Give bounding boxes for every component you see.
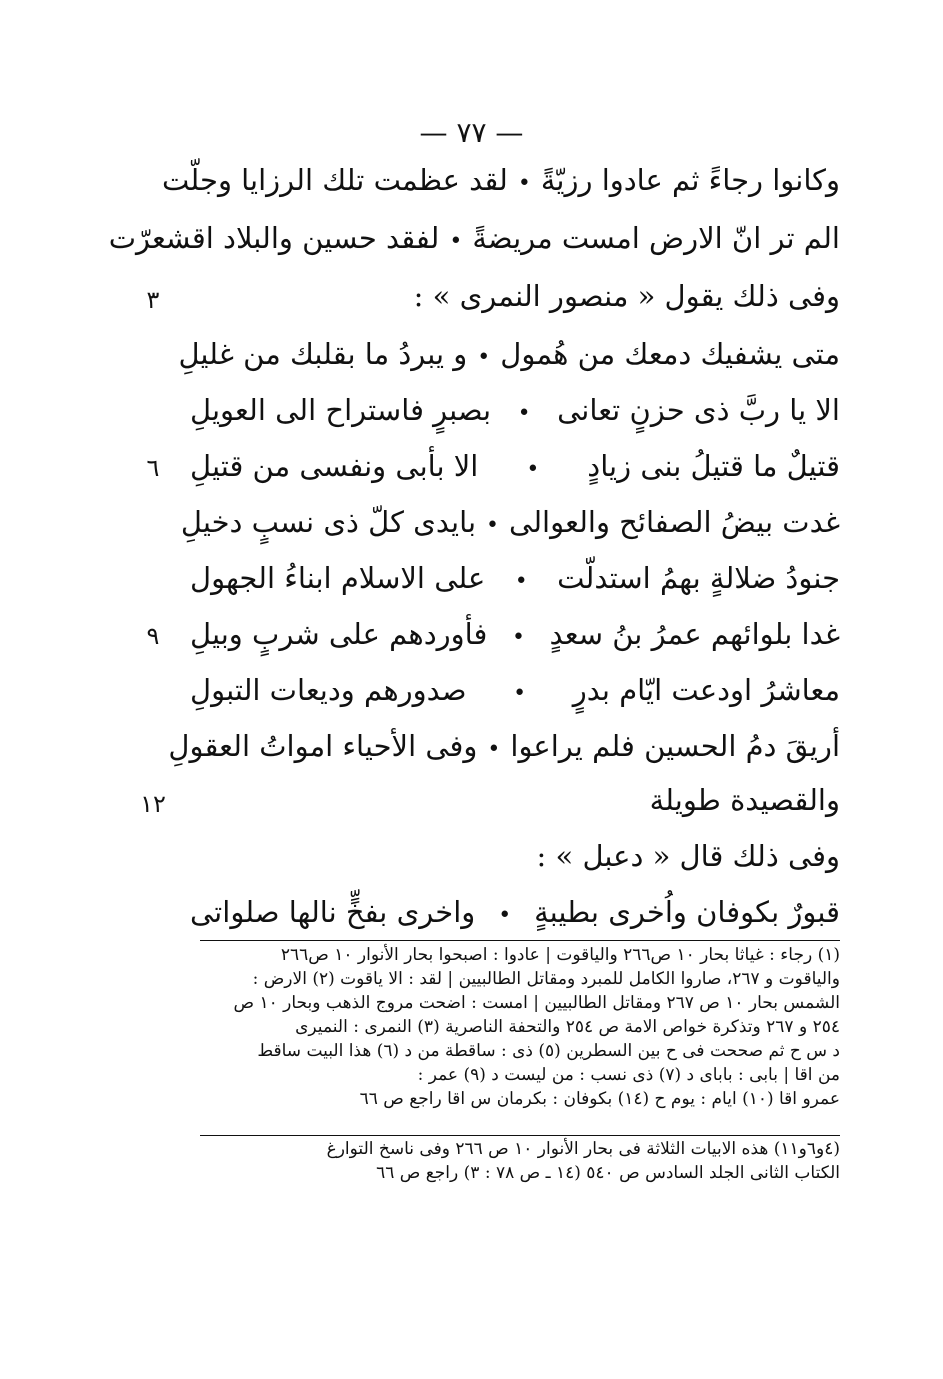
footnote-line: من اقا | بابى : باباى د (٧) ذى نسب : من ليست د (٩) عمر :: [417, 1065, 840, 1085]
verse-second-hemistich: على الاسلام ابناءُ الجهول: [190, 561, 486, 595]
prose-line: والقصيدة طويلة: [649, 783, 840, 817]
verse-separator: •: [498, 903, 512, 928]
margin-line-number: ١٢: [140, 790, 166, 818]
footnote-line: الشمس بحار ١٠ ص ٢٦٧ ومقاتل الطالبيين | امست : اضحت مروج الذهب وبحار ١٠ ص: [233, 993, 840, 1013]
verse-first-hemistich: معاشرُ اودعت ايّام بدرٍ: [572, 673, 840, 707]
verse-line: [190, 670, 840, 714]
footnote-line: والياقوت و ٢٦٧، صاروا الكامل للمبرد ومقاتل الطالبيين | لقد : الا ياقوت (٢) الارض :: [252, 969, 840, 989]
footnote-line: عمرو اقا (١٠) ايام : يوم ح (١٤) بكوفان : بكرمان س اقا راجع ص ٦٦: [359, 1089, 840, 1109]
footnote-line: (٤و٦و١١) هذه الابيات الثلاثة فى بحار الأنوار ١٠ ص ٢٦٦ وفى ناسخ التوارغ: [326, 1139, 840, 1159]
verse-second-hemistich: فأوردهم على شربٍ وبيلِ: [190, 617, 488, 651]
verse-second-hemistich: لفقد حسين والبلاد اقشعرّت: [108, 221, 440, 255]
verse-second-hemistich: واخرى بفخٍّ نالها صلواتى: [190, 895, 476, 929]
verse-first-hemistich: قتيلٌ ما قتيلُ بنى زيادٍ: [587, 449, 840, 483]
verse-first-hemistich: وكانوا رجاءً ثم عادوا رزيّةً: [540, 163, 840, 197]
verse-line: [108, 218, 840, 262]
verse-second-hemistich: الا بأبى ونفسى من قتيلِ: [190, 449, 479, 483]
verse-separator: •: [514, 569, 528, 594]
verse-line: [161, 160, 840, 204]
verse-first-hemistich: متى يشفيك دمعك من هُمول: [500, 337, 840, 371]
verse-second-hemistich: صدورهم وديعات التبولِ: [190, 673, 467, 707]
verse-first-hemistich: جنودُ ضلالةٍ بهمُ استدلّت: [557, 561, 840, 595]
verse-separator: •: [513, 681, 527, 706]
verse-separator: •: [517, 171, 531, 196]
verse-first-hemistich: الا يا ربَّ ذى حزنٍ تعانى: [557, 393, 840, 427]
page-number: — ٧٧ —: [419, 116, 524, 149]
verse-second-hemistich: بصبرٍ فاستراح الى العويلِ: [190, 393, 492, 427]
verse-first-hemistich: أريقَ دمُ الحسين فلم يراعوا: [510, 729, 840, 763]
verse-line: [178, 334, 840, 378]
verse-first-hemistich: غدا بلوائهم عمرُ بنُ سعدٍ: [549, 617, 840, 651]
verse-separator: •: [511, 625, 525, 650]
verse-separator: •: [477, 345, 491, 370]
verse-line: [190, 614, 840, 658]
footnote-line: ٢٥٤ و ٢٦٧ وتذكرة خواص الامة ص ٢٥٤ والتحفة الناصرية (٣) النمرى : النميرى: [295, 1017, 840, 1037]
footnote-line: الكتاب الثانى الجلد السادس ص ٥٤٠ (١٤ ـ ص ٧٨ : ٣) راجع ص ٦٦: [376, 1163, 840, 1183]
verse-line: [190, 558, 840, 602]
verse-separator: •: [449, 229, 463, 254]
prose-line: وفى ذلك قال « دعبل » :: [536, 839, 840, 873]
footnote-line: د س ح ثم صححت فى ح بين السطرين (٥) ذى : ساقطة من د (٦) هذا البيت ساقط: [257, 1041, 840, 1061]
verse-separator: •: [526, 457, 540, 482]
verse-separator: •: [517, 401, 531, 426]
margin-line-number: ٦: [146, 454, 160, 482]
verse-second-hemistich: و يبردُ ما بقلبك من غليلِ: [178, 337, 468, 371]
footnote-separator: [200, 1135, 840, 1136]
footnote-separator: [200, 940, 840, 941]
verse-line: [190, 390, 840, 434]
verse-line: [168, 726, 840, 770]
footnote-line: (١) رجاء : غياثا بحار ١٠ ص٢٦٦ والياقوت | عادوا : اصبحوا بحار الأنوار ١٠ ص٢٦٦: [280, 945, 840, 965]
margin-line-number: ٣: [146, 286, 160, 314]
verse-line: [180, 502, 840, 546]
margin-line-number: ٩: [146, 622, 160, 650]
verse-first-hemistich: قبورٌ بكوفان واُخرى بطيبةٍ: [534, 895, 840, 929]
verse-first-hemistich: الم تر انّ الارض امست مريضةً: [472, 221, 840, 255]
prose-line: وفى ذلك يقول « منصور النمرى » :: [413, 279, 840, 313]
verse-separator: •: [486, 513, 500, 538]
verse-line: [190, 446, 840, 490]
verse-first-hemistich: غدت بيضُ الصفائح والعوالى: [509, 505, 840, 539]
verse-second-hemistich: وفى الأحياء امواتُ العقولِ: [168, 729, 478, 763]
verse-second-hemistich: لقد عظمت تلك الرزايا وجلّت: [161, 163, 508, 197]
verse-separator: •: [487, 737, 501, 762]
verse-line: [190, 892, 840, 936]
verse-second-hemistich: بايدى كلّ ذى نسبٍ دخيلِ: [180, 505, 477, 539]
